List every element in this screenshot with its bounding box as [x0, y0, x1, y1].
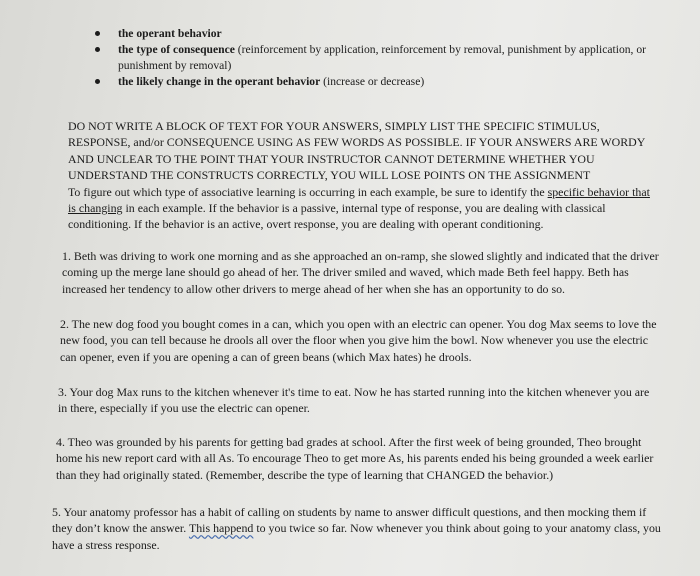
question-5-text-a: 5. Your anatomy professor has a habit of calling on students by name to answer difficult questions, and then mocking them if they don’t know the answer. — [52, 505, 647, 536]
bullet-dot-icon — [95, 79, 100, 84]
bullet-item — [92, 74, 652, 90]
bullet-list — [92, 26, 652, 90]
instructions-lead: To figure out which type of associative learning is occurring in each example, be sure to identify the — [68, 184, 548, 199]
bullet-text: (reinforcement by application, reinforcement by removal, punishment by application, or punishment by removal) — [118, 43, 647, 72]
instructions-underlined: specific behavior that is changing — [68, 184, 650, 216]
question-4: 4. Theo was grounded by his parents for getting bad grades at school. After the first week of being grounded, Theo brought home his new report card with all As. To encourage Theo to get more As, his parents ended his being grounded a week earlier than they had originally stated. (Remember, describe the type of learning that CHANGED the behavior.) — [56, 435, 654, 482]
question-5-text-b: to you twice so far. Now whenever you think about going to your anatomy class, you have a stress response. — [52, 521, 661, 552]
instructions-paragraph — [68, 118, 658, 233]
bullet-bold: the likely change in the operant behavior — [118, 75, 321, 88]
bullet-dot-icon — [95, 47, 100, 52]
question-2: 2. The new dog food you bought comes in a can, which you open with an electric can opener. You dog Max seems to love the new food, you can tell because he drools all over the floor when you give him the bowl. Now whenever you use the electric can opener, even if you are opening a can of green beans (which Max hates) he drools. — [60, 317, 657, 364]
bullet-item — [92, 26, 652, 42]
instructions-caps: DO NOT WRITE A BLOCK OF TEXT FOR YOUR ANSWERS, SIMPLY LIST THE SPECIFIC STIMULUS, RESPONSE, and/or CONSEQUENCE USING AS FEW WORDS AS POSSIBLE. IF YOUR ANSWERS ARE WORDY AND UNCLEAR TO THE POINT THAT YOUR INSTRUCTOR CANNOT DETERMINE WHETHER YOU UNDERSTAND THE CONSTRUCTS CORRECTLY, YOU WILL LOSE POINTS ON THE ASSIGNMENT — [68, 119, 645, 183]
bullet-dot-icon — [95, 31, 100, 36]
question-3: 3. Your dog Max runs to the kitchen whenever it's time to eat. Now he has started running into the kitchen whenever you are in there, especially if you use the electric can opener. — [58, 385, 650, 416]
bullet-bold: the type of consequence — [118, 43, 235, 56]
bullet-item — [92, 42, 652, 74]
question-5 — [52, 504, 666, 553]
question-1: 1. Beth was driving to work one morning and as she approached an on-ramp, she slowed slightly and indicated that the driver coming up the merge lane should go ahead of her. The driver smiled and waved, which made Beth feel happy. Beth has increased her tendency to allow other drivers to merge ahead of her when she has an opportunity to do so. — [62, 249, 659, 296]
instructions-tail: in each example. If the behavior is a passive, internal type of response, you are dealing with classical conditioning. If the behavior is an active, overt response, you are dealing with operant conditioning. — [68, 201, 606, 232]
misspelled-word: This happend — [188, 521, 254, 536]
bullet-text: (increase or decrease) — [320, 75, 425, 88]
bullet-bold: the operant behavior — [118, 27, 222, 40]
